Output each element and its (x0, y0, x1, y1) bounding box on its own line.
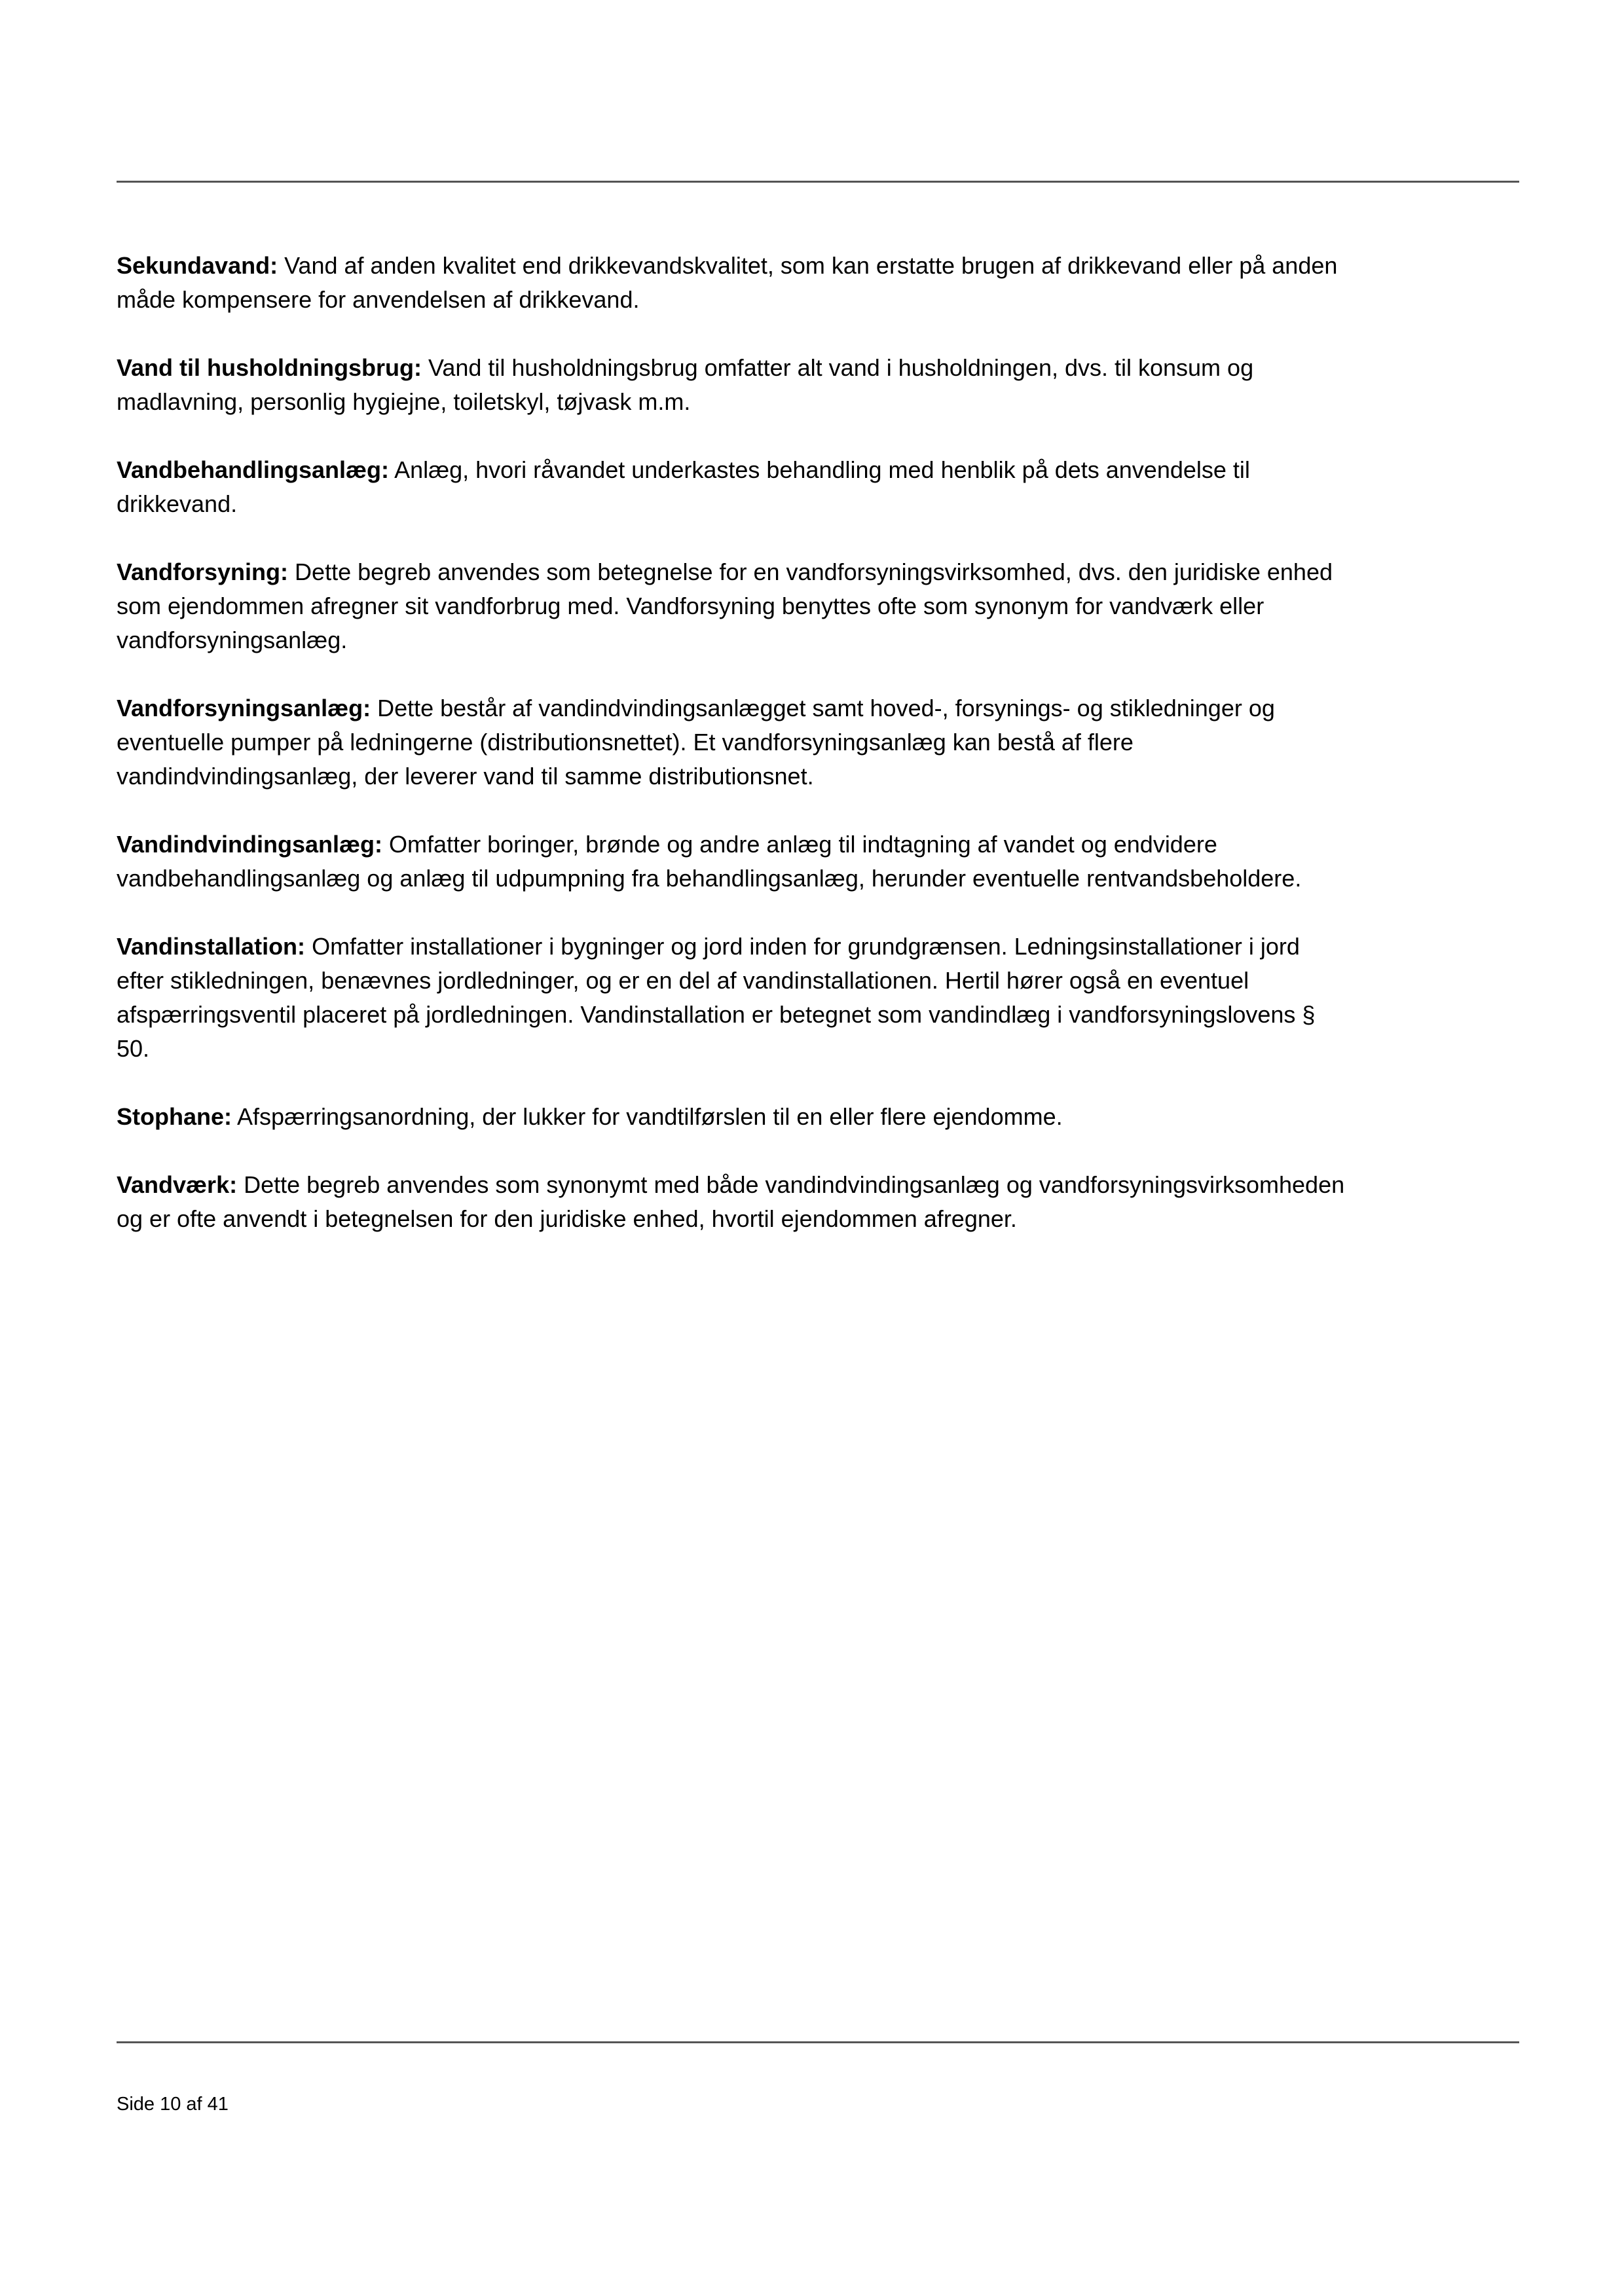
glossary-definition: Dette begreb anvendes som synonymt med både vandindvindingsanlæg og vandforsyningsvirksomheden og er ofte anvendt i betegnelsen for den juridiske enhed, hvortil ejendommen afregner. (117, 1171, 1345, 1232)
glossary-definition: Omfatter boringer, brønde og andre anlæg til indtagning af vandet og endvidere vandbehandlingsanlæg og anlæg til udpumpning fra behandlingsanlæg, herunder eventuelle rentvandsbeholdere. (117, 831, 1302, 892)
glossary-entry-stophane (117, 1100, 1348, 1134)
glossary-term: Sekundavand: (117, 252, 278, 279)
glossary-term: Vandindvindingsanlæg: (117, 831, 383, 858)
glossary-definition: Afspærringsanordning, der lukker for vandtilførslen til en eller flere ejendomme. (237, 1103, 1063, 1130)
glossary-entry-vandforsyning (117, 555, 1348, 657)
glossary-entry-vandvaerk (117, 1168, 1348, 1236)
glossary-definition: Anlæg, hvori råvandet underkastes behandling med henblik på dets anvendelse til drikkevand. (117, 456, 1250, 517)
glossary-term: Vandværk: (117, 1171, 238, 1198)
glossary-entry-vandindvindingsanlaeg (117, 828, 1348, 896)
glossary-definition: Dette består af vandindvindingsanlægget samt hoved-, forsynings- og stikledninger og eventuelle pumper på ledningerne (distributionsnettet). Et vandforsyningsanlæg kan bestå af flere vandindvindingsanlæg, der leverer vand til samme distributionsnet. (117, 695, 1275, 790)
glossary-term: Vand til husholdningsbrug: (117, 354, 422, 381)
glossary-entry-sekundavand (117, 249, 1348, 317)
header-rule (117, 181, 1519, 183)
page-number: Side 10 af 41 (117, 2094, 229, 2115)
glossary (117, 249, 1348, 1270)
glossary-term: Vandinstallation: (117, 933, 306, 960)
footer-rule (117, 2041, 1519, 2043)
glossary-term: Stophane: (117, 1103, 232, 1130)
glossary-entry-vandinstallation (117, 930, 1348, 1066)
glossary-definition: Omfatter installationer i bygninger og jord inden for grundgrænsen. Ledningsinstallationer i jord efter stikledningen, benævnes jordledninger, og er en del af vandinstallationen. Hertil hører også en eventuel afspærringsventil placeret på jordledningen. Vandinstallation er betegnet som vandindlæg i vandforsyningslovens § 50. (117, 933, 1316, 1062)
glossary-term: Vandbehandlingsanlæg: (117, 456, 390, 483)
glossary-definition: Dette begreb anvendes som betegnelse for en vandforsyningsvirksomhed, dvs. den juridiske enhed som ejendommen afregner sit vandforbrug med. Vandforsyning benyttes ofte som synonym for vandværk eller vandforsyningsanlæg. (117, 558, 1333, 653)
glossary-term: Vandforsyningsanlæg: (117, 695, 371, 721)
glossary-definition: Vand til husholdningsbrug omfatter alt vand i husholdningen, dvs. til konsum og madlavning, personlig hygiejne, toiletskyl, tøjvask m.m. (117, 354, 1254, 415)
glossary-entry-vandforsyningsanlaeg (117, 691, 1348, 793)
glossary-term: Vandforsyning: (117, 558, 289, 585)
glossary-definition: Vand af anden kvalitet end drikkevandskvalitet, som kan erstatte brugen af drikkevand eller på anden måde kompensere for anvendelsen af drikkevand. (117, 252, 1338, 313)
glossary-entry-vand-til-husholdningsbrug (117, 351, 1348, 419)
glossary-entry-vandbehandlingsanlaeg (117, 453, 1348, 521)
